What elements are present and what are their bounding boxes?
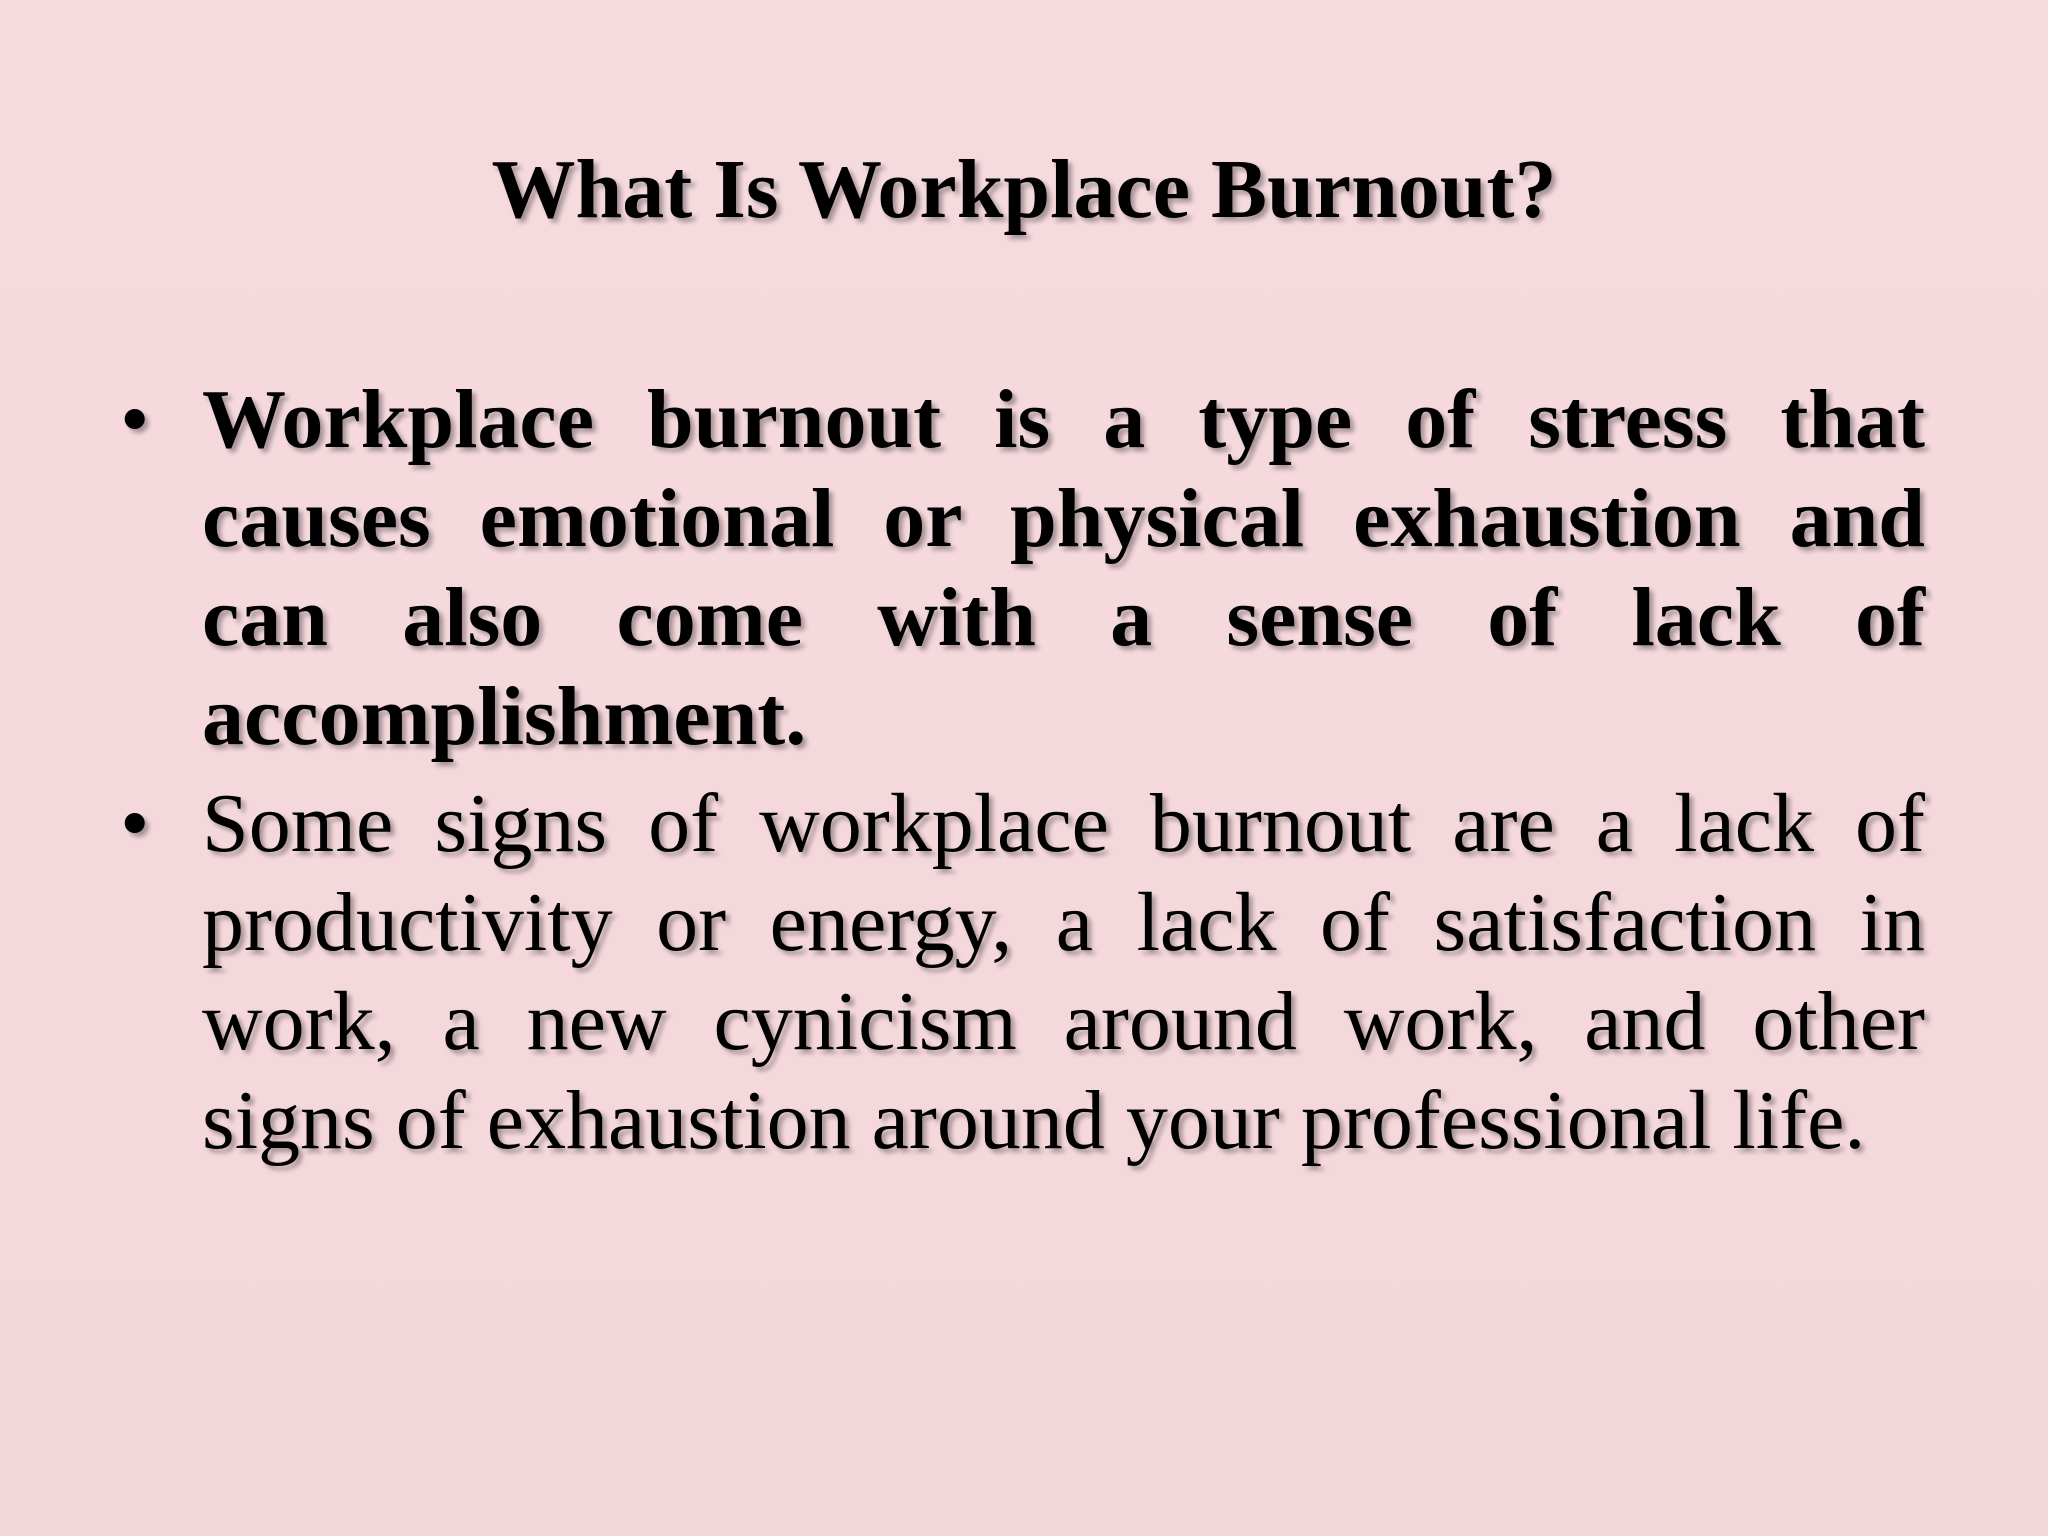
bullet-item-signs [120, 774, 1925, 1170]
bullet-text-definition: Workplace burnout is a type of stress that causes emotional or physical exhaustion and can also come with a sense of lack of accomplishment. [202, 373, 1925, 763]
bullet-text-signs: Some signs of workplace burnout are a lack of productivity or energy, a lack of satisfaction in work, a new cynicism around work, and other signs of exhaustion around your professional life. [202, 777, 1925, 1167]
bullet-item-definition [120, 370, 1925, 766]
bullet-dot: • [120, 777, 150, 870]
slide-title: What Is Workplace Burnout? [491, 143, 1557, 236]
bullet-list [120, 370, 1925, 1178]
bullet-dot: • [120, 373, 150, 466]
